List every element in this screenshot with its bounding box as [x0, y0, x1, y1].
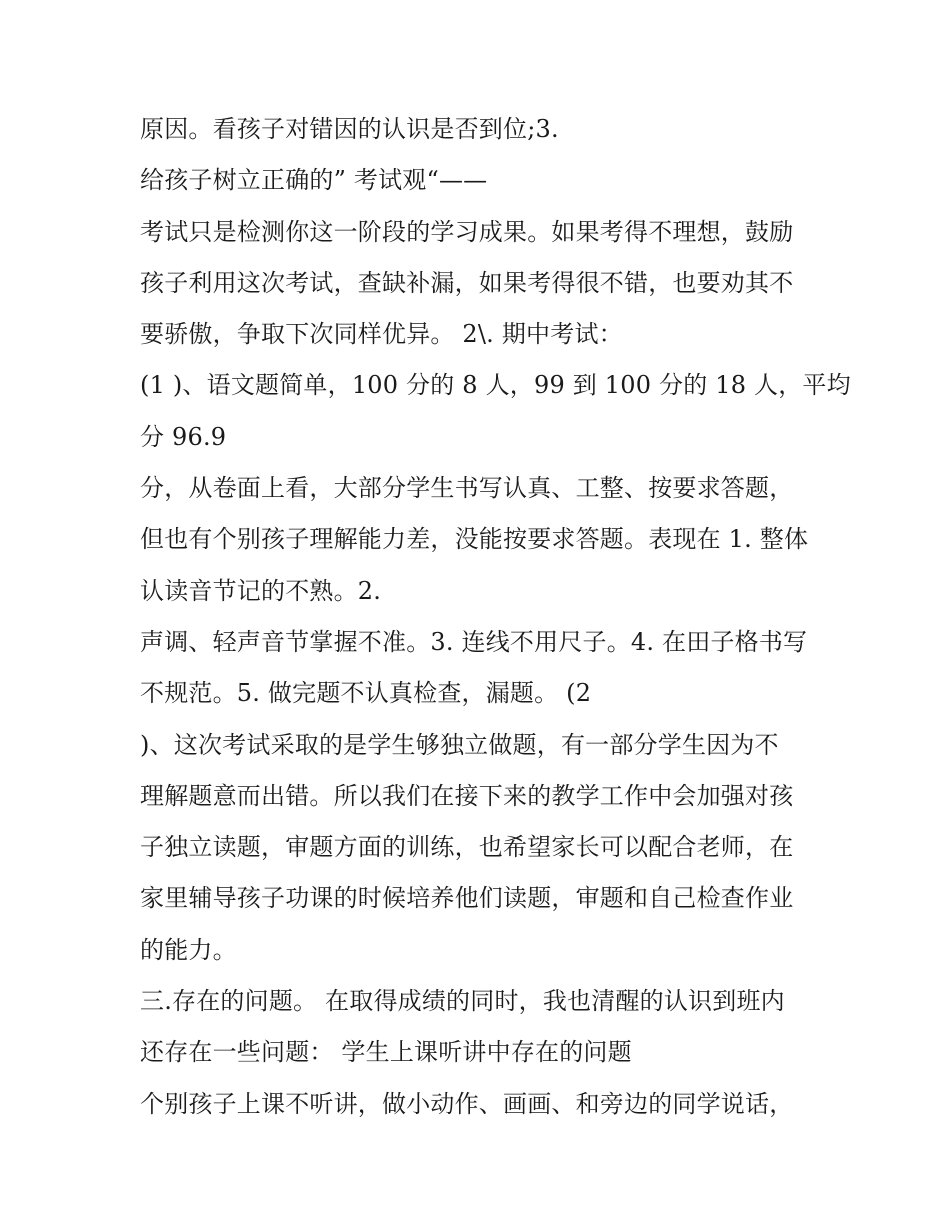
text-line-12: 不规范。5. 做完题不认真检查，漏题。 (2 — [140, 679, 592, 708]
text-line-1: 原因。看孩子对错因的认识是否到位;3. — [140, 115, 559, 143]
text-line-16: 家里辅导孩子功课的时候培养他们读题，审题和自己检查作业 — [140, 884, 794, 913]
text-line-20: 个别孩子上课不听讲，做小动作、画画、和旁边的同学说话， — [140, 1089, 794, 1118]
text-line-14: 理解题意而出错。所以我们在接下来的教学工作中会加强对孩 — [140, 781, 794, 810]
text-line-5: 要骄傲，争取下次同样优异。 2\. 期中考试： — [140, 320, 623, 349]
text-line-3: 考试只是检测你这一阶段的学习成果。如果考得不理想，鼓励 — [140, 217, 794, 246]
body-text — [140, 104, 851, 1130]
text-line-7: 分 96.9 — [140, 422, 227, 451]
text-line-17: 的能力。 — [140, 935, 237, 964]
text-line-9: 但也有个别孩子理解能力差，没能按要求答题。表现在 1. 整体 — [140, 525, 809, 554]
text-line-8: 分，从卷面上看，大部分学生书写认真、工整、按要求答题， — [140, 474, 794, 503]
text-line-19: 还存在一些问题： 学生上课听讲中存在的问题 — [140, 1038, 632, 1067]
text-line-18: 三.存在的问题。 在取得成绩的同时，我也清醒的认识到班内 — [140, 987, 785, 1016]
text-line-15: 子独立读题，审题方面的训练，也希望家长可以配合老师，在 — [140, 833, 794, 862]
text-line-11: 声调、轻声音节掌握不准。3. 连线不用尺子。4. 在田子格书写 — [140, 627, 808, 656]
text-line-13: )、这次考试采取的是学生够独立做题，有一部分学生因为不 — [140, 730, 779, 759]
text-line-10: 认读音节记的不熟。2. — [140, 576, 382, 605]
text-line-2: 给孩子树立正确的” 考试观“—— — [140, 166, 488, 195]
text-line-4: 孩子利用这次考试，查缺补漏，如果考得很不错，也要劝其不 — [140, 268, 794, 297]
text-line-6: (1 )、语文题简单，100 分的 8 人，99 到 100 分的 18 人，平均 — [140, 371, 851, 400]
